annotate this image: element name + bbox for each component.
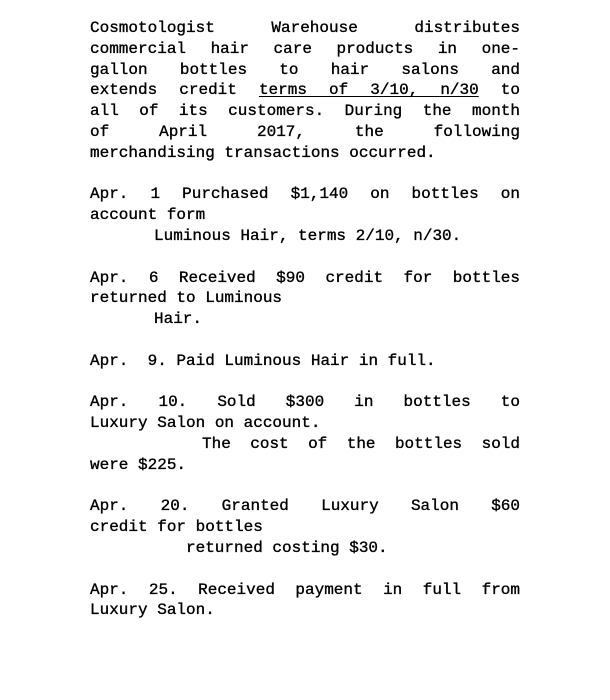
transaction-line: Apr. 9. Paid Luminous Hair in full. (90, 351, 436, 370)
intro-line: Cosmotologist Warehouse distributes (90, 19, 520, 37)
transaction-line: were $225. (90, 455, 187, 474)
transaction-apr-20 (90, 496, 520, 558)
transaction-line: returned costing $30. (186, 538, 388, 557)
intro-line: merchandising transactions occurred. (90, 143, 436, 162)
transaction-apr-1 (90, 184, 520, 246)
intro-line: of April 2017, the following (90, 122, 520, 141)
transaction-apr-25 (90, 580, 520, 622)
intro-line: gallon bottles to hair salons and (90, 60, 520, 79)
transaction-apr-9 (90, 351, 520, 372)
transaction-line: Luxury Salon on account. (90, 414, 321, 433)
intro-text: to (478, 81, 520, 100)
transaction-apr-10 (90, 392, 520, 475)
intro-paragraph (90, 18, 520, 164)
transaction-line: credit for bottles (90, 518, 263, 537)
transaction-line: Hair. (154, 310, 203, 329)
transaction-apr-6 (90, 268, 520, 330)
intro-line: commercial hair care products in one- (90, 39, 520, 58)
transaction-line: The cost of the bottles sold (202, 434, 520, 453)
transaction-line: Apr. 20. Granted Luxury Salon $60 (90, 497, 520, 516)
intro-line-credit-terms (90, 80, 520, 101)
transaction-line: Luxury Salon. (90, 601, 215, 620)
transaction-line: account form (90, 206, 206, 225)
transaction-line: Luminous Hair, terms 2/10, n/30. (154, 226, 462, 245)
problem-text (90, 18, 520, 621)
transaction-line: returned to Luminous (90, 289, 283, 308)
intro-text: extends credit (90, 81, 259, 100)
transaction-line: Apr. 25. Received payment in full from (90, 580, 520, 599)
transaction-line: Apr. 6 Received $90 credit for bottles (90, 268, 520, 287)
credit-terms: terms of 3/10, n/30 (258, 81, 479, 100)
transaction-line: Apr. 10. Sold $300 in bottles to (90, 393, 520, 412)
intro-line: all of its customers. During the month (90, 102, 520, 121)
transaction-line: Apr. 1 Purchased $1,140 on bottles on (90, 185, 520, 204)
